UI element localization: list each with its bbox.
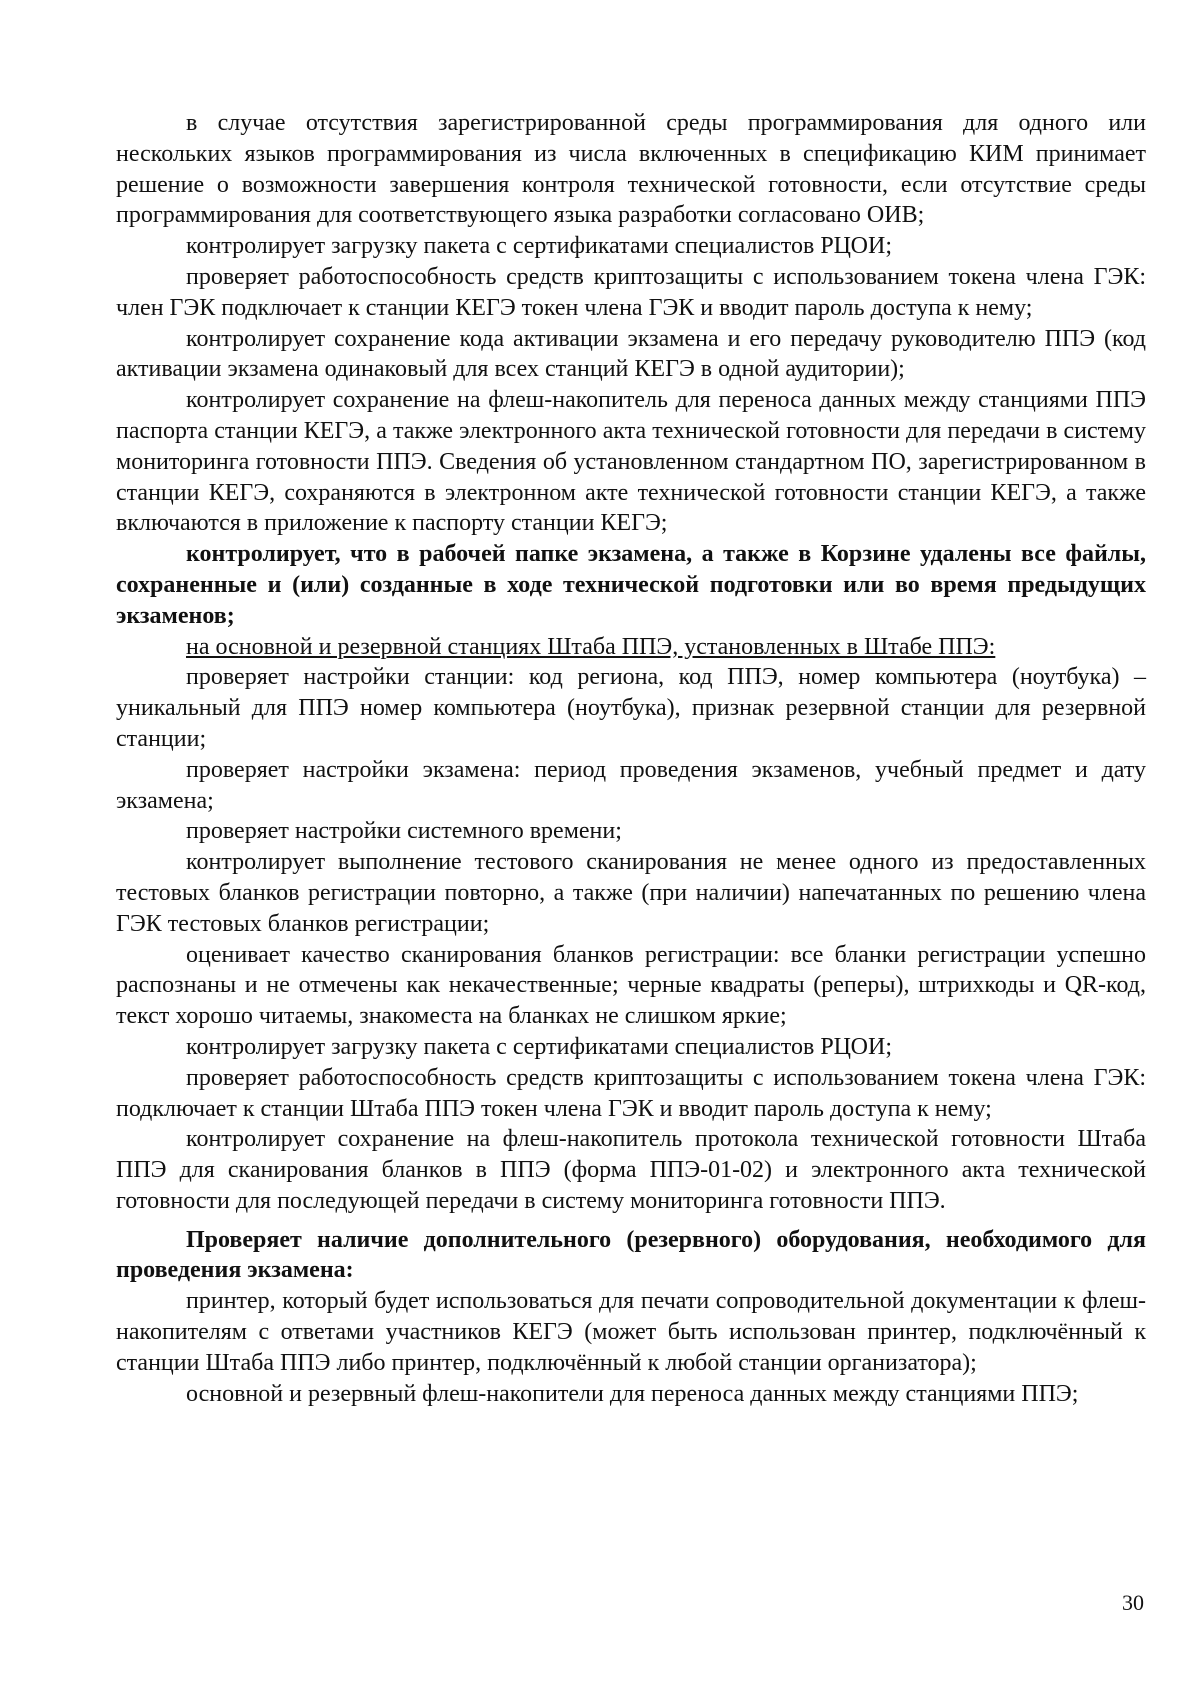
paragraph-readiness-protocol: контролирует сохранение на флеш-накопитель протокола технической готовности Штаба ППЭ для сканирования бланков в ППЭ (форма ППЭ-01-02) и электронного акта технической готовности для последующей передачи в систему мониторинга готовности ППЭ.: [116, 1126, 1146, 1214]
paragraph-printer: принтер, который будет использоваться для печати сопроводительной документации к флеш-накопителям с ответами участников КЕГЭ (может быть использован принтер, подключённый к станции Штаба ППЭ либо принтер, подключённый к любой станции организатора);: [116, 1288, 1146, 1376]
paragraph-scan-quality: оценивает качество сканирования бланков регистрации: все бланки регистрации успешно распознаны и не отмечены как некачественные; черные квадраты (реперы), штрихкоды и QR-код, текст хорошо читаемы, знакоместа на бланках не слишком яркие;: [116, 941, 1146, 1030]
page-number: 30: [1122, 1590, 1144, 1615]
section-heading-headquarters-stations: на основной и резервной станциях Штаба ППЭ, установленных в Штабе ППЭ:: [186, 633, 996, 660]
paragraph-flash-drives: основной и резервный флеш-накопители для переноса данных между станциями ППЭ;: [186, 1380, 1079, 1407]
paragraph-passport-save: контролирует сохранение на флеш-накопитель для переноса данных между станциями ППЭ паспорта станции КЕГЭ, а также электронного акта технической готовности для передачи в систему мониторинга готовности ППЭ. Сведения об установленном стандартном ПО, зарегистрированном в станции КЕГЭ, сохраняются в электронном акте технической готовности станции КЕГЭ, а также включаются в приложение к паспорту станции КЕГЭ;: [116, 387, 1146, 537]
paragraph-crypto-token-kege: проверяет работоспособность средств криптозащиты с использованием токена члена ГЭК: член ГЭК подключает к станции КЕГЭ токен члена ГЭК и вводит пароль доступа к нему;: [116, 263, 1146, 321]
paragraph-system-time: проверяет настройки системного времени;: [186, 818, 622, 845]
section-heading-backup-equipment: Проверяет наличие дополнительного (резервного) оборудования, необходимого для проведения экзамена:: [116, 1226, 1146, 1284]
paragraph-no-ide: в случае отсутствия зарегистрированной среды программирования для одного или нескольких языков программирования из числа включенных в спецификацию КИМ принимает решение о возможности завершения контроля технической готовности, если отсутствие среды программирования для соответствующего языка разработки согласовано ОИВ;: [116, 110, 1146, 229]
paragraph-crypto-token-hq: проверяет работоспособность средств криптозащиты с использованием токена члена ГЭК: подключает к станции Штаба ППЭ токен члена ГЭК и вводит пароль доступа к нему;: [116, 1064, 1146, 1122]
paragraph-delete-files: контролирует, что в рабочей папке экзамена, а также в Корзине удалены все файлы, сохраненные и (или) созданные в ходе технической подготовки или во время предыдущих экзаменов;: [116, 541, 1146, 629]
document-page: [116, 108, 1146, 1409]
paragraph-rcoi-certificates-hq: контролирует загрузку пакета с сертификатами специалистов РЦОИ;: [186, 1033, 893, 1060]
paragraph-exam-settings: проверяет настройки экзамена: период проведения экзаменов, учебный предмет и дату экзамена;: [116, 756, 1146, 814]
paragraph-station-settings: проверяет настройки станции: код региона, код ППЭ, номер компьютера (ноутбука) – уникальный для ППЭ номер компьютера (ноутбука), признак резервной станции для резервной станции;: [116, 664, 1146, 752]
paragraph-test-scan: контролирует выполнение тестового сканирования не менее одного из предоставленных тестовых бланков регистрации повторно, а также (при наличии) напечатанных по решению члена ГЭК тестовых бланков регистрации;: [116, 849, 1146, 937]
paragraph-rcoi-certificates: контролирует загрузку пакета с сертификатами специалистов РЦОИ;: [186, 233, 893, 260]
paragraph-activation-code: контролирует сохранение кода активации экзамена и его передачу руководителю ППЭ (код активации экзамена одинаковый для всех станций КЕГЭ в одной аудитории);: [116, 325, 1146, 383]
